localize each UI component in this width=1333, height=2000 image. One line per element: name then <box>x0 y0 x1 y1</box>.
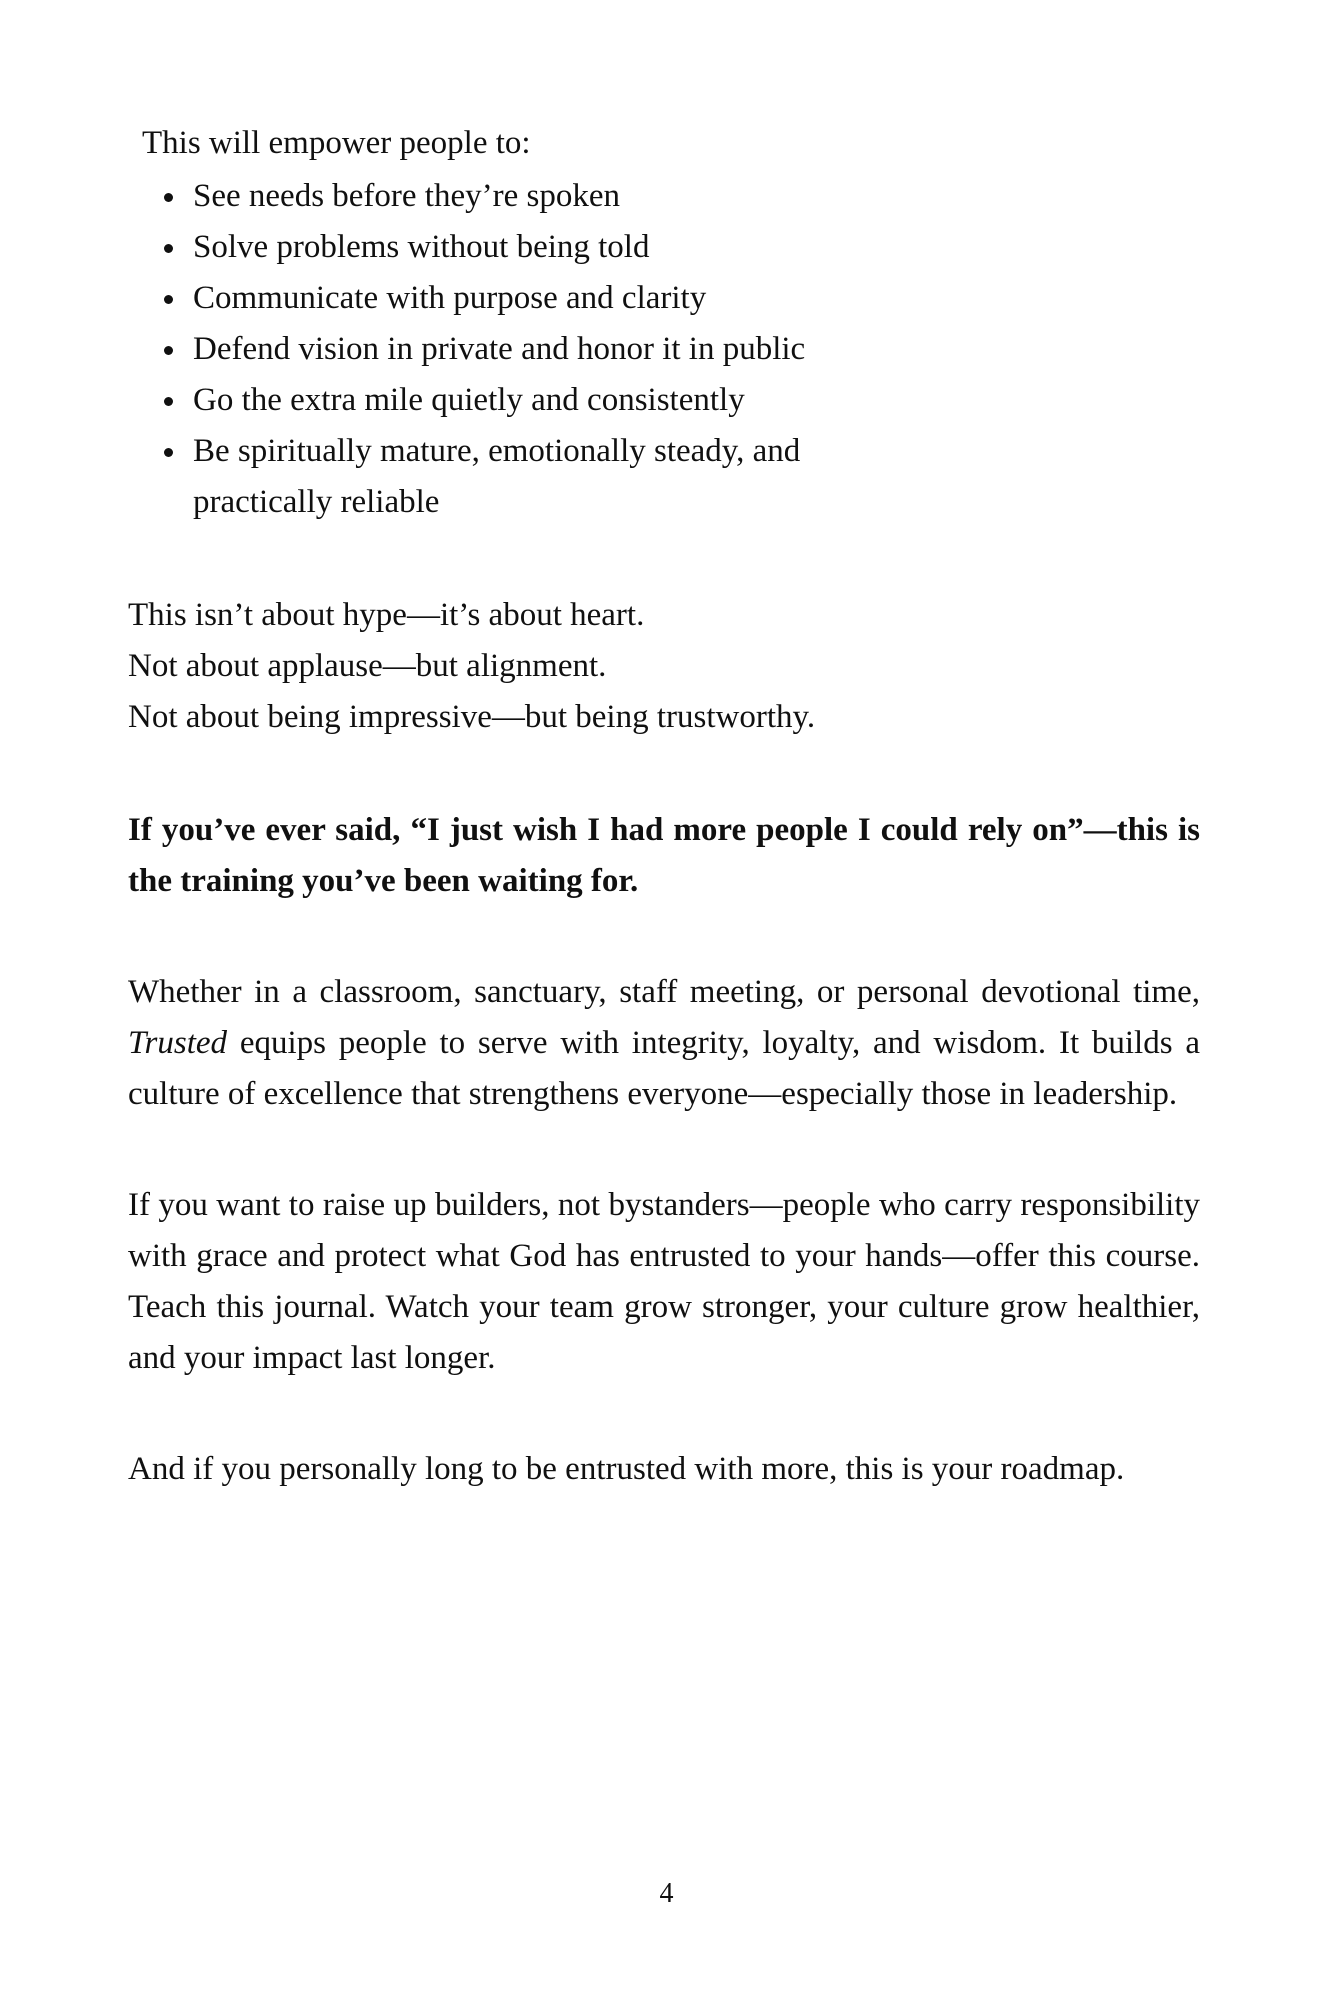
paragraph-four: And if you personally long to be entrusted with more, this is your roadmap. <box>128 1451 1125 1487</box>
short-line-2: Not about applause—but alignment. <box>128 648 607 684</box>
paragraph-two-after-italic: equips people to serve with integrity, loyalty, and wisdom. It builds a culture of excellence that strengthens everyone—especially those in leadership. <box>128 1025 1200 1112</box>
list-item-label: See needs before they’re spoken <box>193 178 620 214</box>
list-item <box>128 324 1200 375</box>
empower-bullet-list <box>128 171 1200 528</box>
short-lines-block <box>128 590 1200 743</box>
list-item-label: Defend vision in private and honor it in public <box>193 331 806 367</box>
short-line-3: Not about being impressive—but being trustworthy. <box>128 699 816 735</box>
intro-line: This will empower people to: <box>142 125 531 161</box>
paragraph-three: If you want to raise up builders, not bystanders—people who carry responsibility with grace and protect what God has entrusted to your hands—offer this course. Teach this journal. Watch your team grow stronger, your culture grow healthier, and your impact last longer. <box>128 1187 1200 1376</box>
bullet-dot-icon <box>164 193 173 202</box>
bullet-dot-icon <box>164 295 173 304</box>
page-content <box>128 118 1200 1495</box>
list-item-label: Go the extra mile quietly and consistently <box>193 382 745 418</box>
bullet-dot-icon <box>164 397 173 406</box>
list-item <box>128 273 1200 324</box>
page-number: 4 <box>659 1878 674 1909</box>
list-item <box>128 375 1200 426</box>
bold-callout-paragraph: If you’ve ever said, “I just wish I had more people I could rely on”—this is the training you’ve been waiting for. <box>128 812 1200 899</box>
list-item-label: Solve problems without being told <box>193 229 650 265</box>
list-item-label: Communicate with purpose and clarity <box>193 280 707 316</box>
list-item-label: Be spiritually mature, emotionally steady, and practically reliable <box>193 433 801 520</box>
paragraph-two-before-italic: Whether in a classroom, sanctuary, staff meeting, or personal devotional time, <box>128 974 1200 1010</box>
list-item <box>128 426 1200 528</box>
short-line-1: This isn’t about hype—it’s about heart. <box>128 597 645 633</box>
bullet-dot-icon <box>164 244 173 253</box>
paragraph-two <box>128 967 1200 1120</box>
list-item <box>128 222 1200 273</box>
course-title-italic: Trusted <box>128 1025 228 1061</box>
bullet-dot-icon <box>164 346 173 355</box>
bullet-dot-icon <box>164 448 173 457</box>
list-item <box>128 171 1200 222</box>
